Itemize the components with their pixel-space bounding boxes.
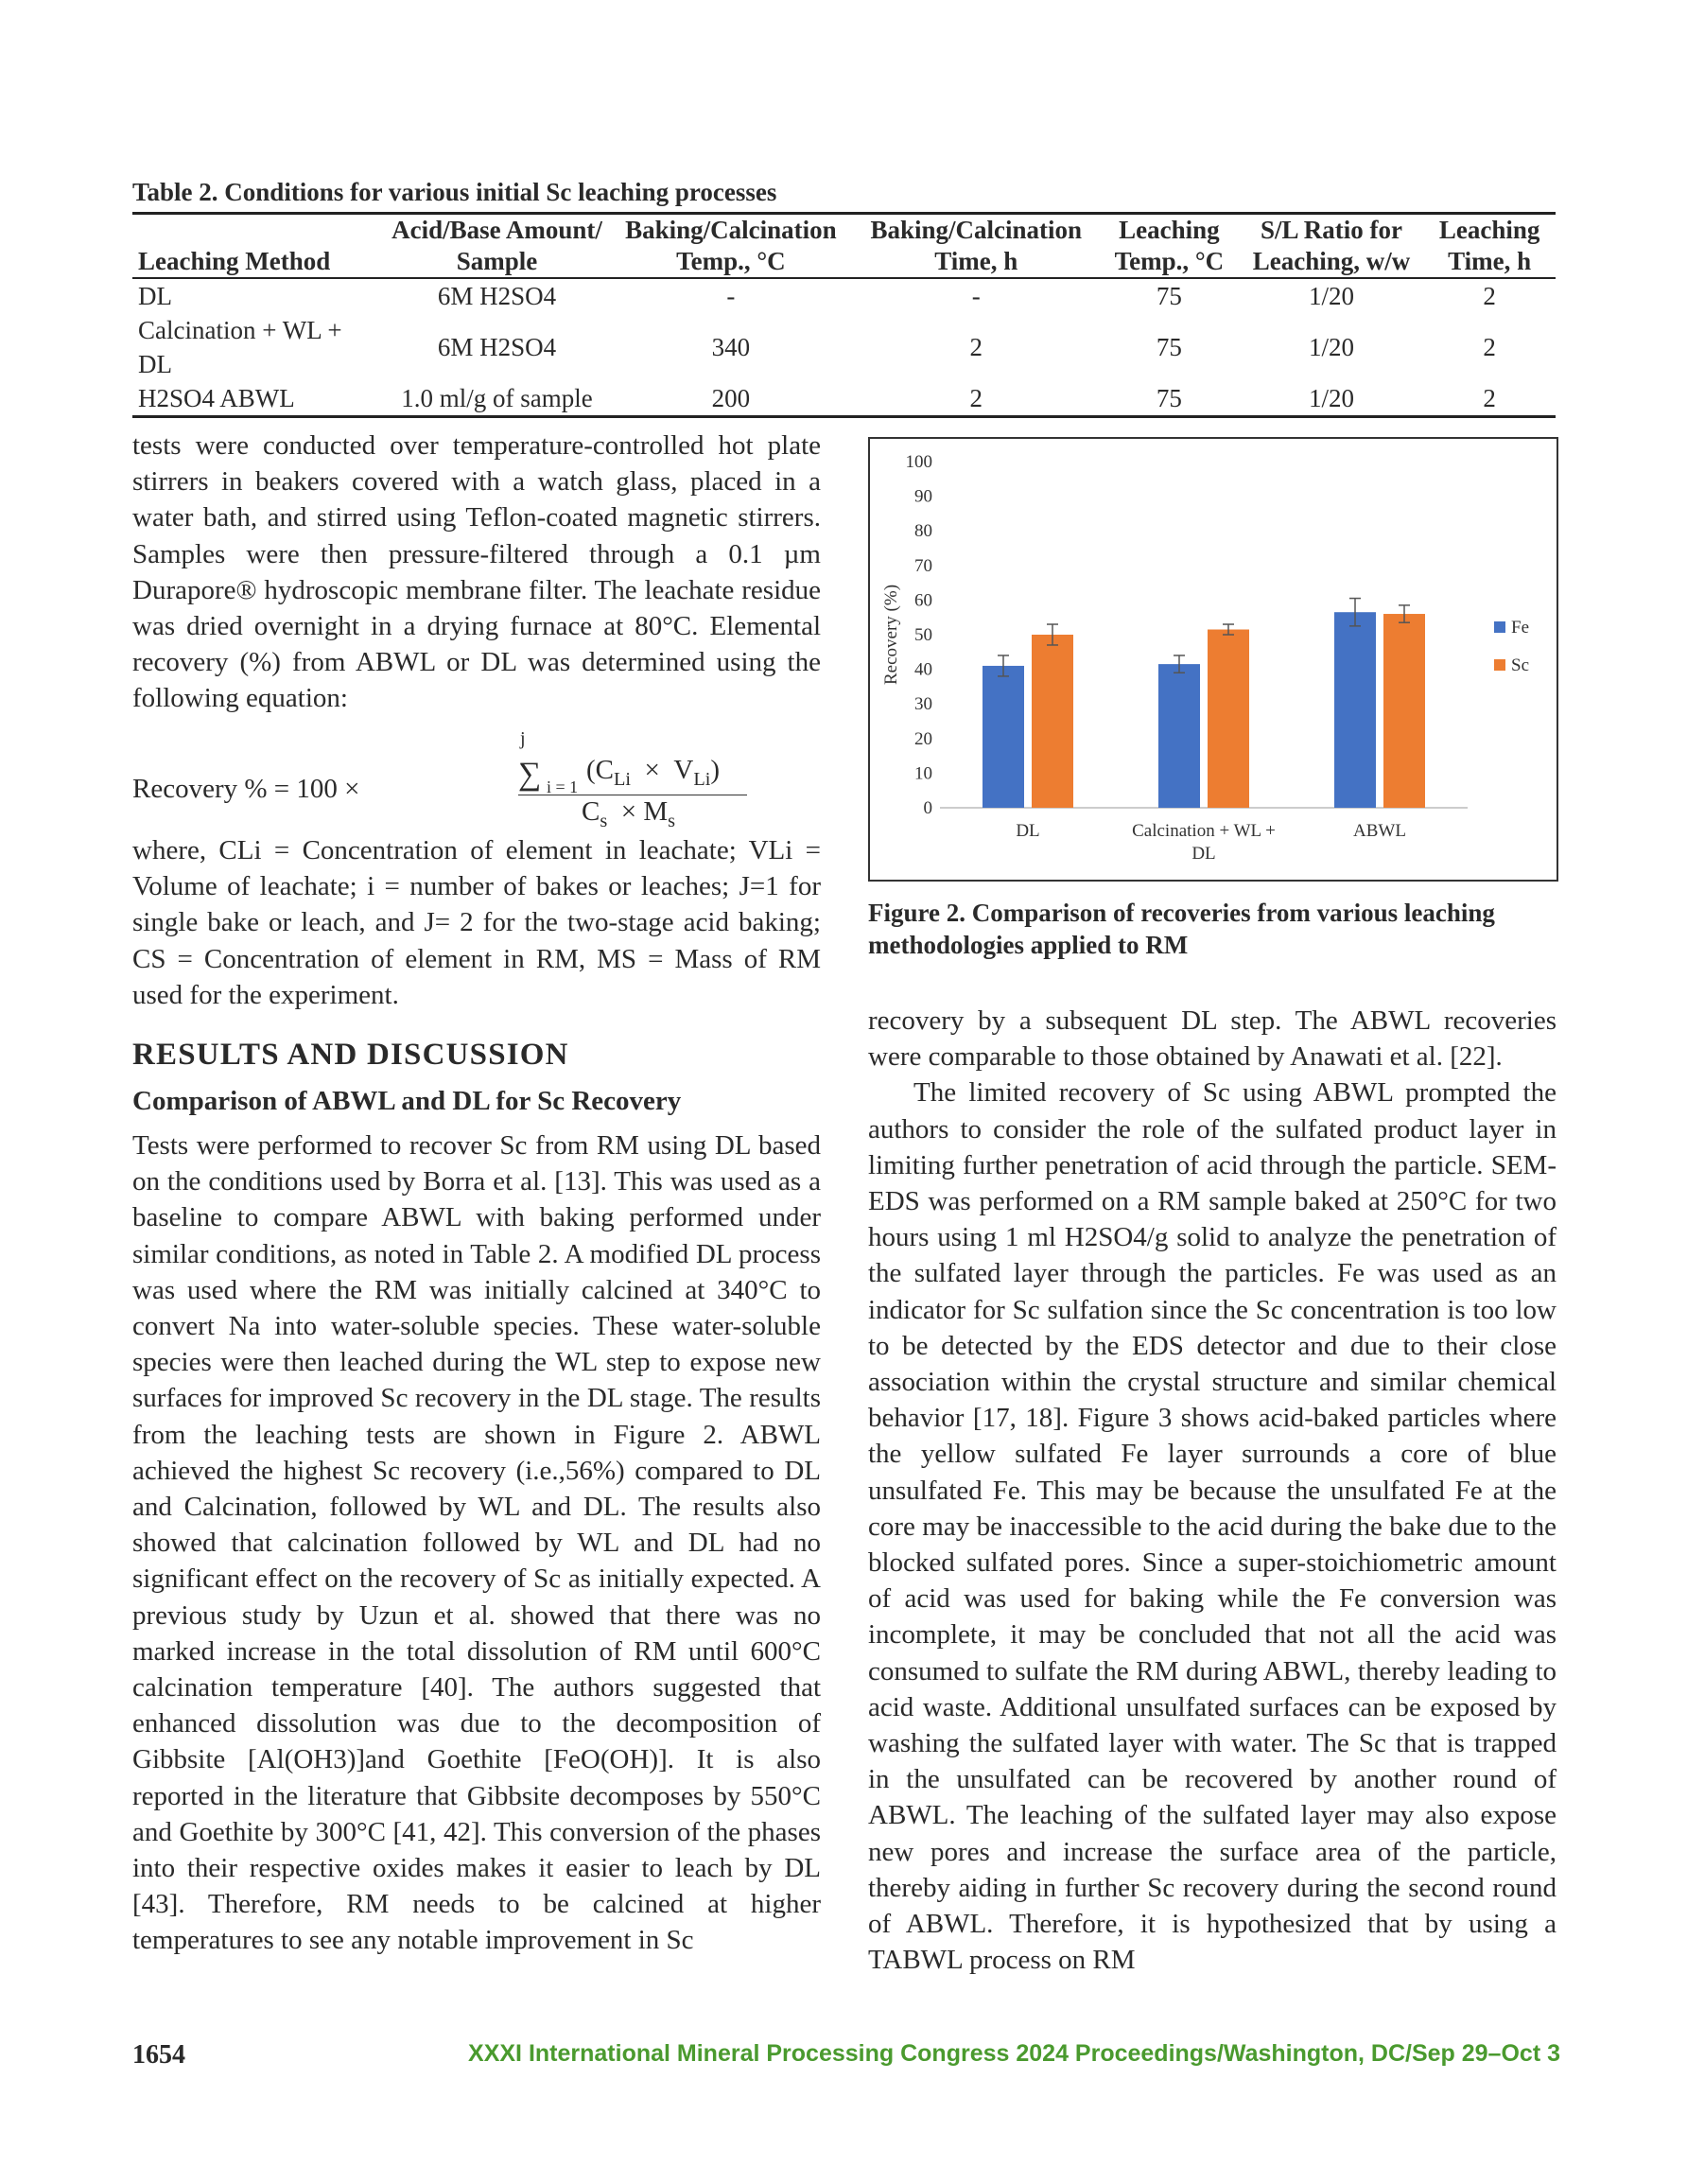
subsection-heading: Comparison of ABWL and DL for Sc Recovery: [132, 1086, 682, 1116]
table-cell: 2: [969, 333, 983, 361]
table-cell: 1/20: [1308, 282, 1354, 310]
footer-conference-text: XXXI International Mineral Processing Congress 2024 Proceedings/Washington, DC/Sep 29–Oct 3: [468, 2040, 1560, 2067]
table-row: [132, 278, 1556, 313]
table-cell: 1.0 ml/g of sample: [401, 384, 593, 412]
table-cell: 6M H2SO4: [437, 282, 557, 310]
table-body: [132, 278, 1556, 417]
x-tick-label: DL: [1191, 844, 1216, 864]
table-row: [132, 381, 1556, 417]
x-tick-label: ABWL: [1353, 821, 1406, 841]
bar-fe: [1158, 664, 1200, 808]
y-tick-label: 20: [914, 728, 932, 749]
bar-sc: [1032, 635, 1073, 808]
y-axis-label: Recovery (%): [881, 584, 901, 686]
equation-fraction: j ∑ i = 1 $(C_{Li} \times V_{Li})$ $C_s \times M_s$: [388, 740, 747, 834]
table-title: Table 2. Conditions for various initial Sc leaching processes: [132, 178, 777, 206]
conditions-table: [132, 212, 1556, 418]
y-tick-label: 30: [914, 694, 932, 715]
y-tick-label: 10: [914, 763, 932, 784]
table-header-cell: S/L Ratio for Leaching, w/w: [1252, 216, 1411, 275]
right-paragraph-2: The limited recovery of Sc using ABWL prompted the authors to consider the role of the sulfated product layer in limiting further penetration of acid through the particle. SEM-EDS was performed on a RM sample baked at 250°C for two hours using 1 ml H2SO4/g solid to analyze the penetration of the sulfated layer through the particles. Fe was used as an indicator for Sc sulfation since the Sc concentration is too low to be detected by the EDS detector and due to their close association within the crystal structure and similar chemical behavior [17, 18]. Figure 3 shows acid-baked particles where the yellow sulfated Fe layer surrounds a core of blue unsulfated Fe. This may be because the unsulfated Fe at the core may be inaccessible to the acid during the bake due to the blocked sulfated pores. Since a super-stoichiometric amount of acid was used for baking while the Fe conversion was incomplete, it may be concluded that not all the acid was consumed to sulfate the RM during ABWL, thereby leading to acid waste. Additional unsulfated surfaces can be exposed by washing the sulfated layer with water. The Sc that is trapped in the unsulfated can be recovered by another round of ABWL. The leaching of the sulfated layer may also expose new pores and increase the surface area of the particle, thereby aiding in further Sc recovery during the second round of ABWL. Therefore, it is hypothesized that by using a TABWL process on RM: [868, 1077, 1557, 1976]
table-header-cell: Leaching Temp., °C: [1114, 216, 1225, 275]
table-cell: 1/20: [1308, 333, 1354, 361]
y-tick-label: 70: [914, 555, 932, 576]
recovery-bar-chart: [870, 439, 1557, 880]
table-cell: 6M H2SO4: [437, 333, 557, 361]
table-cell: -: [726, 282, 736, 310]
right-column-text: [868, 1003, 1557, 1978]
table-cell: 340: [711, 333, 751, 361]
page-number: 1654: [132, 2040, 185, 2070]
figure-caption: Figure 2. Comparison of recoveries from various leaching methodologies applied to RM: [868, 899, 1495, 959]
table-header-cell: Acid/Base Amount/ Sample: [391, 216, 602, 275]
recovery-equation: [132, 728, 813, 834]
equation-lhs: Recovery % = 100 ×: [132, 774, 360, 804]
right-paragraph-1: recovery by a subsequent DL step. The ABWL recoveries were comparable to those obtained by Anawati et al. [22].: [868, 1005, 1557, 1073]
x-tick-label: Calcination + WL +: [1132, 821, 1276, 841]
table-cell: 200: [711, 384, 751, 412]
bar-sc: [1208, 630, 1249, 808]
y-tick-label: 40: [914, 659, 932, 680]
table-cell: 75: [1156, 384, 1182, 412]
y-tick-label: 60: [914, 590, 932, 611]
table-cell: 2: [969, 384, 983, 412]
y-tick-label: 100: [905, 452, 932, 472]
table-cell: -: [971, 282, 981, 310]
results-paragraph: Tests were performed to recover Sc from RM using DL based on the conditions used by Borra et al. [13]. This was used as a baseline to compare ABWL with baking performed under similar conditions, as noted in Table 2. A modified DL process was used where the RM was initially calcined at 340°C to convert Na into water-soluble species. These water-soluble species were then leached during the WL step to expose new surfaces for improved Sc recovery in the DL stage. The results from the leaching tests are shown in Figure 2. ABWL achieved the highest Sc recovery (i.e.,56%) compared to DL and Calcination, followed by WL and DL. The results also showed that calcination followed by WL and DL had no significant effect on the recovery of Sc as initially expected. A previous study by Uzun et al. showed that there was no marked increase in the total dissolution of RM until 600°C calcination temperature [40]. The authors suggested that enhanced dissolution was due to the decomposition of Gibbsite [Al(OH3)]and Goethite [FeO(OH)]. It is also reported in the literature that Gibbsite decomposes by 550°C and Goethite by 300°C [41, 42]. This conversion of the phases into their respective oxides makes it easier to leach by DL [43]. Therefore, RM needs to be calcined at higher temperatures to see any notable improvement in Sc: [132, 1130, 821, 1956]
table-cell: 75: [1156, 333, 1182, 361]
table-cell: 75: [1156, 282, 1182, 310]
y-tick-label: 0: [923, 798, 932, 818]
y-tick-label: 90: [914, 486, 932, 507]
equation-definitions: where, CLi = Concentration of element in leachate; VLi = Volume of leachate; i = number of bakes or leaches; J=1 for single bake or leach, and J= 2 for the two-stage acid baking; CS = Concentration of element in RM, MS = Mass of RM used for the experiment.: [132, 835, 821, 1010]
table-cell: 2: [1483, 384, 1496, 412]
table-header-cell: Leaching Method: [138, 247, 331, 275]
table-header-cell: Baking/Calcination Temp., °C: [625, 216, 837, 275]
table-header-row: [132, 214, 1556, 279]
legend-label: Sc: [1511, 655, 1529, 675]
intro-paragraph: tests were conducted over temperature-controlled hot plate stirrers in beakers covered with a watch glass, placed in a water bath, and stirred using Teflon-coated magnetic stirrers. Samples were then pressure-filtered through a 0.1 µm Durapore® hydroscopic membrane filter. The leachate residue was dried overnight in a drying furnace at 80°C. Elemental recovery (%) from ABWL or DL was determined using the following equation:: [132, 430, 821, 714]
table-cell: DL: [138, 282, 172, 310]
y-tick-label: 50: [914, 625, 932, 645]
table-cell: 2: [1483, 282, 1496, 310]
table-cell: Calcination + WL + DL: [138, 316, 342, 378]
bar-sc: [1383, 614, 1425, 808]
table-header-cell: Leaching Time, h: [1438, 216, 1540, 275]
section-heading: RESULTS AND DISCUSSION: [132, 1038, 569, 1072]
table-cell: H2SO4 ABWL: [138, 384, 295, 412]
table-cell: 1/20: [1308, 384, 1354, 412]
y-tick-label: 80: [914, 521, 932, 542]
bar-fe: [1334, 612, 1376, 808]
table-row: [132, 313, 1556, 381]
legend-swatch-fe: [1494, 621, 1505, 633]
x-tick-label: DL: [1016, 821, 1040, 841]
figure-2-chart: [868, 437, 1558, 882]
table-header-cell: Baking/Calcination Time, h: [870, 216, 1083, 275]
table-cell: 2: [1483, 333, 1496, 361]
bar-fe: [983, 666, 1024, 808]
legend-label: Fe: [1511, 618, 1529, 638]
legend-swatch-sc: [1494, 659, 1505, 671]
